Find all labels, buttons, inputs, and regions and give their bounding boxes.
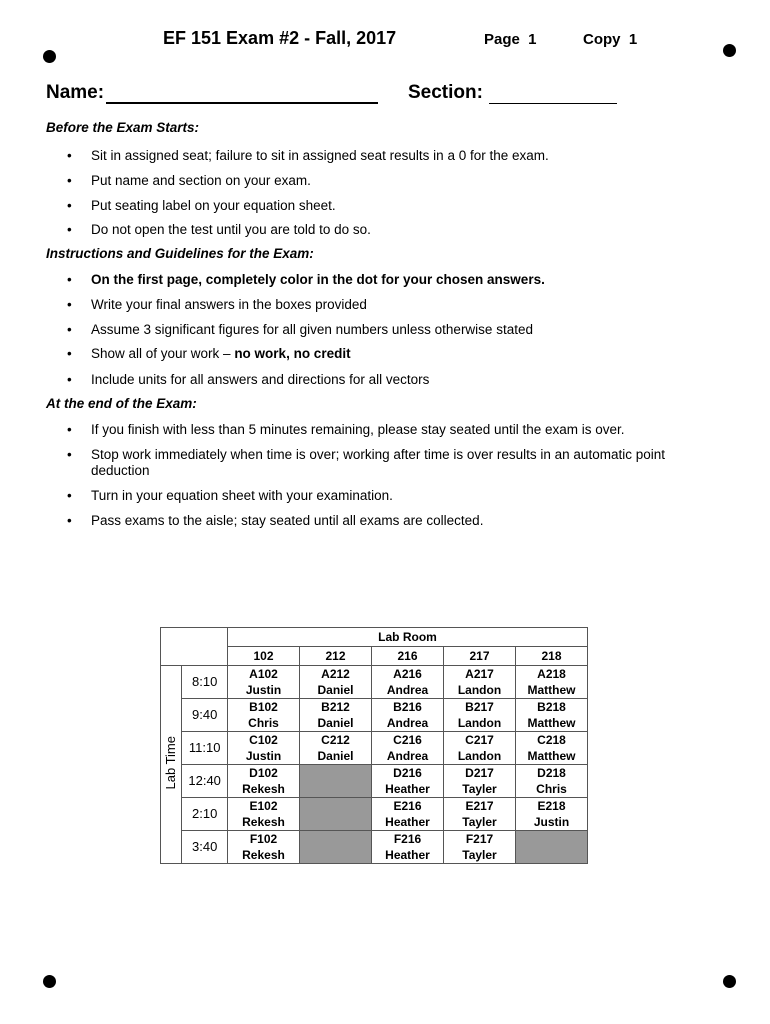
section-code: F102 <box>249 832 278 846</box>
instructor-name: Andrea <box>386 683 429 697</box>
registration-dot-top-right <box>723 44 736 57</box>
schedule-cell <box>372 666 444 699</box>
schedule-cell <box>228 798 300 831</box>
instructor-name: Landon <box>457 749 502 763</box>
lab-time-header <box>161 666 182 864</box>
bullet-icon: • <box>67 513 72 528</box>
instructor-name: Matthew <box>527 716 576 730</box>
schedule-cell <box>444 831 516 864</box>
bullet-icon: • <box>67 422 72 437</box>
instructor-name: Tayler <box>462 815 497 829</box>
schedule-cell <box>372 765 444 798</box>
table-row <box>161 699 588 732</box>
schedule-cell <box>516 699 588 732</box>
section-code: B212 <box>321 700 350 714</box>
room-header: 212 <box>300 647 372 666</box>
schedule-cell <box>444 798 516 831</box>
section-code: C217 <box>465 733 494 747</box>
instructor-name: Daniel <box>317 683 354 697</box>
table-row <box>161 732 588 765</box>
section-code: B218 <box>537 700 566 714</box>
schedule-cell <box>372 798 444 831</box>
time-slot: 3:40 <box>182 831 228 864</box>
registration-dot-bottom-right <box>723 975 736 988</box>
section-code: D216 <box>393 766 422 780</box>
schedule-cell <box>372 831 444 864</box>
schedule-cell <box>228 831 300 864</box>
table-row <box>161 765 588 798</box>
table-corner-cell <box>161 628 228 666</box>
bullet-icon: • <box>67 148 72 163</box>
instructor-name: Tayler <box>462 848 497 862</box>
instructor-name: Heather <box>385 815 430 829</box>
schedule-cell <box>228 765 300 798</box>
instructor-name: Heather <box>385 848 430 862</box>
list-item: • Write your final answers in the boxes provided <box>67 297 367 312</box>
schedule-cell <box>372 732 444 765</box>
schedule-cell <box>444 666 516 699</box>
time-slot: 2:10 <box>182 798 228 831</box>
schedule-cell <box>444 765 516 798</box>
section-code: F217 <box>465 832 494 846</box>
schedule-cell <box>300 732 372 765</box>
bullet-icon: • <box>67 272 72 287</box>
time-slot: 11:10 <box>182 732 228 765</box>
section-code: A102 <box>249 667 278 681</box>
section-code: F216 <box>393 832 422 846</box>
instructor-name: Andrea <box>386 716 429 730</box>
lab-schedule-table <box>160 627 588 864</box>
instructor-name: Rekesh <box>242 848 285 862</box>
exam-title: EF 151 Exam #2 - Fall, 2017 <box>163 28 397 48</box>
section-code: A212 <box>321 667 350 681</box>
section-code: E218 <box>537 799 566 813</box>
section-heading-before: Before the Exam Starts: <box>46 120 200 135</box>
empty-cell <box>300 765 372 798</box>
instructor-name: Landon <box>457 683 502 697</box>
section-code: C102 <box>249 733 278 747</box>
time-slot: 9:40 <box>182 699 228 732</box>
bullet-icon: • <box>67 173 72 188</box>
instructor-name: Justin <box>245 749 282 763</box>
section-code: E217 <box>465 799 494 813</box>
section-code: A218 <box>537 667 566 681</box>
instructor-name: Tayler <box>462 782 497 796</box>
section-code: B102 <box>249 700 278 714</box>
bullet-icon: • <box>67 447 72 462</box>
section-code: B217 <box>465 700 494 714</box>
section-field[interactable] <box>408 82 617 104</box>
empty-cell <box>516 831 588 864</box>
section-blank-line[interactable] <box>489 83 617 104</box>
schedule-cell <box>228 699 300 732</box>
list-item: • Do not open the test until you are told to do so. <box>67 222 371 237</box>
name-label: Name: <box>46 82 105 103</box>
list-item: • Sit in assigned seat; failure to sit in assigned seat results in a 0 for the exam. <box>67 148 549 163</box>
schedule-cell <box>228 666 300 699</box>
bullet-icon: • <box>67 322 72 337</box>
bullet-icon: • <box>67 297 72 312</box>
instructor-name: Daniel <box>317 749 354 763</box>
schedule-cell <box>516 765 588 798</box>
schedule-cell <box>516 798 588 831</box>
section-label: Section: <box>408 82 483 103</box>
bullet-icon: • <box>67 372 72 387</box>
bullet-icon: • <box>67 198 72 213</box>
bullet-icon: • <box>67 222 72 237</box>
table-row <box>161 831 588 864</box>
schedule-cell <box>300 699 372 732</box>
list-item: • Stop work immediately when time is over; working after time is over results in an automatic point deduction <box>67 447 665 478</box>
section-code: D217 <box>465 766 494 780</box>
instructor-name: Justin <box>533 815 570 829</box>
time-slot: 8:10 <box>182 666 228 699</box>
list-item: • If you finish with less than 5 minutes remaining, please stay seated until the exam is over. <box>67 422 625 437</box>
section-code: B216 <box>393 700 422 714</box>
list-item: • Pass exams to the aisle; stay seated until all exams are collected. <box>67 513 484 528</box>
copy-number: Copy 1 <box>583 31 638 48</box>
bullet-icon: • <box>67 346 72 361</box>
room-header: 102 <box>228 647 300 666</box>
list-item: • Show all of your work – no work, no credit <box>67 346 351 361</box>
schedule-cell <box>516 666 588 699</box>
list-item: • On the first page, completely color in the dot for your chosen answers. <box>67 272 545 287</box>
schedule-cell <box>444 732 516 765</box>
table-row <box>161 666 588 699</box>
bullet-icon: • <box>67 488 72 503</box>
section-code: A216 <box>393 667 422 681</box>
lab-room-header: Lab Room <box>228 628 588 647</box>
name-field[interactable] <box>46 82 378 104</box>
time-slot: 12:40 <box>182 765 228 798</box>
schedule-cell <box>516 732 588 765</box>
section-code: A217 <box>465 667 494 681</box>
list-item: • Put seating label on your equation sheet. <box>67 198 336 213</box>
schedule-cell <box>300 666 372 699</box>
section-code: E216 <box>393 799 422 813</box>
list-item: • Turn in your equation sheet with your examination. <box>67 488 393 503</box>
list-item: • Put name and section on your exam. <box>67 173 311 188</box>
empty-cell <box>300 798 372 831</box>
instructor-name: Rekesh <box>242 815 285 829</box>
page-number: Page 1 <box>484 31 537 48</box>
section-code: C216 <box>393 733 422 747</box>
section-code: D218 <box>537 766 566 780</box>
section-code: C212 <box>321 733 350 747</box>
table-row <box>161 798 588 831</box>
instructor-name: Rekesh <box>242 782 285 796</box>
schedule-cell <box>228 732 300 765</box>
instructor-name: Andrea <box>386 749 429 763</box>
section-code: E102 <box>249 799 278 813</box>
registration-dot-bottom-left <box>43 975 56 988</box>
room-header: 218 <box>516 647 588 666</box>
instructor-name: Matthew <box>527 683 576 697</box>
section-code: C218 <box>537 733 566 747</box>
instructor-name: Chris <box>536 782 567 796</box>
empty-cell <box>300 831 372 864</box>
section-code: D102 <box>249 766 278 780</box>
bold-emphasis: no work, no credit <box>234 346 351 361</box>
instructor-name: Daniel <box>317 716 354 730</box>
instructor-name: Chris <box>248 716 279 730</box>
instructor-name: Heather <box>385 782 430 796</box>
schedule-cell <box>372 699 444 732</box>
list-item: • Assume 3 significant figures for all given numbers unless otherwise stated <box>67 322 533 337</box>
schedule-cell <box>444 699 516 732</box>
list-item: • Include units for all answers and directions for all vectors <box>67 372 430 387</box>
instructor-name: Landon <box>457 716 502 730</box>
instructor-name: Justin <box>245 683 282 697</box>
instructor-name: Matthew <box>527 749 576 763</box>
name-blank-line[interactable] <box>106 82 378 104</box>
section-heading-end: At the end of the Exam: <box>46 396 197 411</box>
section-heading-instructions: Instructions and Guidelines for the Exam: <box>46 246 314 261</box>
lab-time-label: Lab Time <box>163 735 179 790</box>
registration-dot-top-left <box>43 50 56 63</box>
room-header: 217 <box>444 647 516 666</box>
room-header: 216 <box>372 647 444 666</box>
